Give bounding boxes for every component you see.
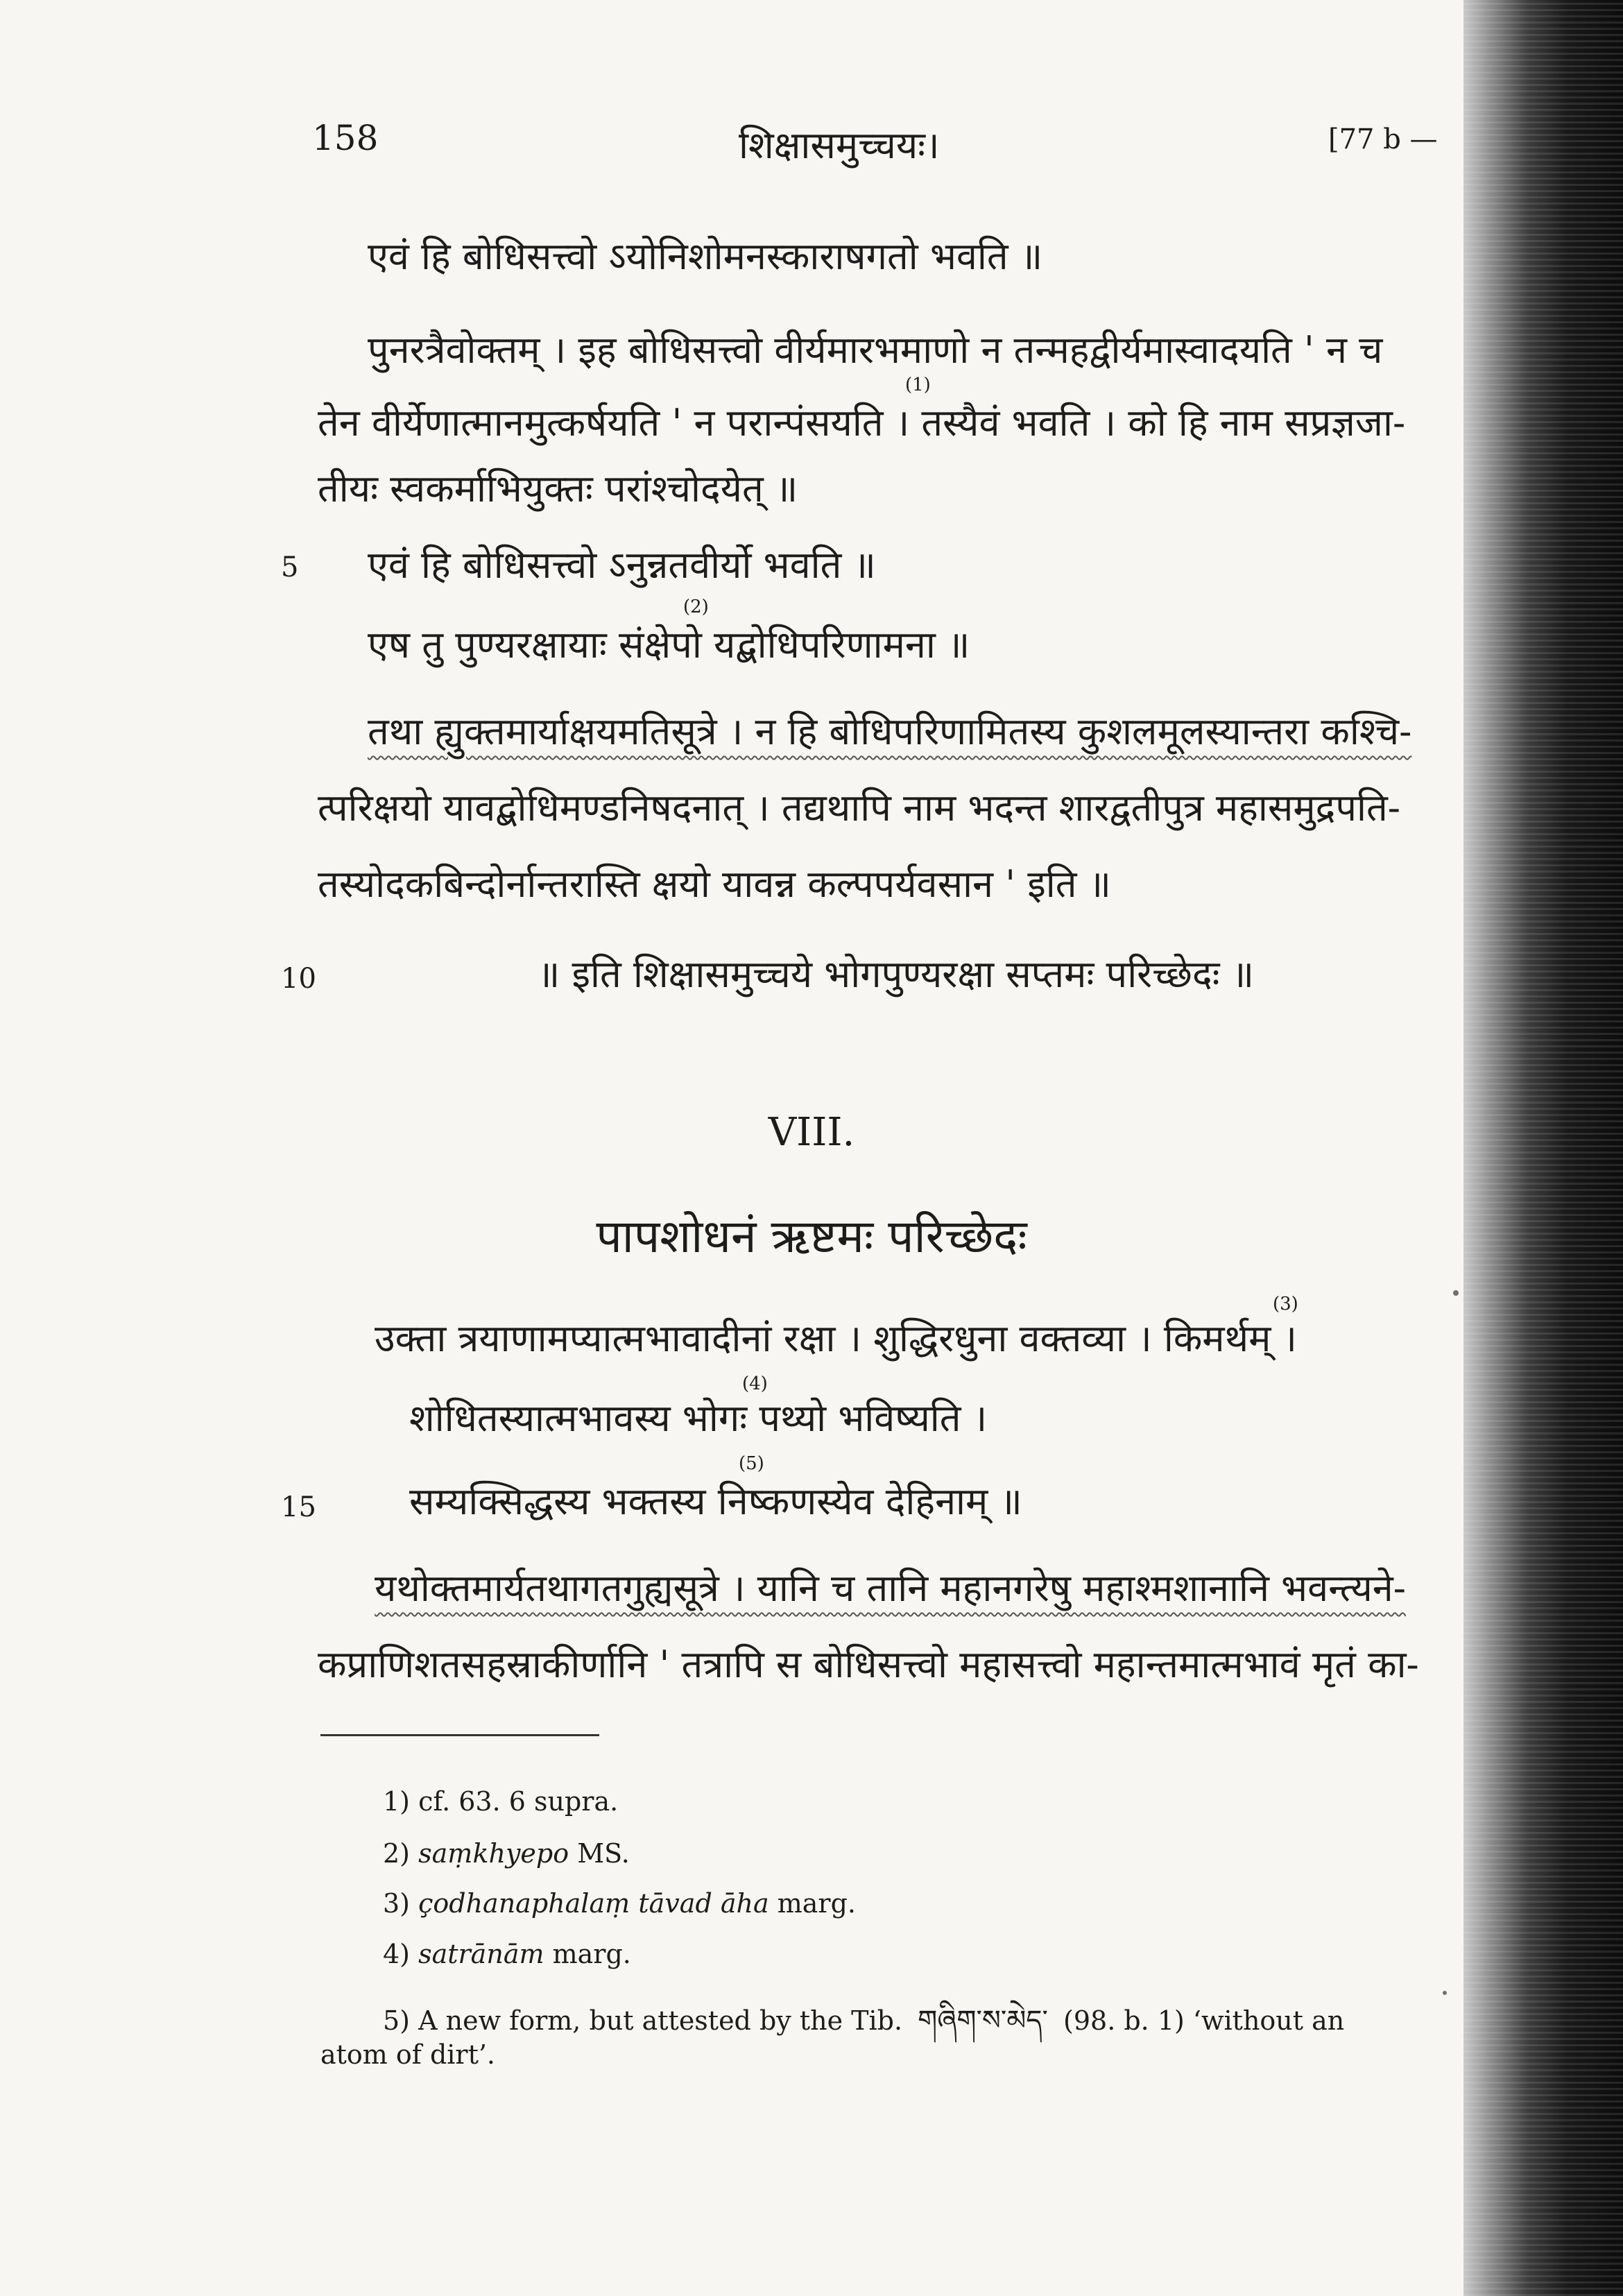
text-line-14-content: यथोक्तमार्यतथागतगुह्यसूत्रे । यानि च तानि महानगरेषु महाश्मशानानि भवन्त्यने- (375, 1566, 1406, 1610)
text-line-2: पुनरत्रैवोक्तम् । इह बोधिसत्त्वो वीर्यमारभमाणो न तन्महद्वीर्यमास्वादयति ' न च (368, 328, 1383, 372)
page-header (0, 118, 1623, 180)
text-line-11: उक्ता त्रयाणामप्यात्मभावादीनां रक्षा । शुद्धिरधुना वक्तव्या । किमर्थम् । (375, 1317, 1298, 1360)
text-line-4: तीयः स्वकर्माभियुक्तः परांश्चोदयेत् ॥ (318, 467, 798, 511)
scan-speck (1453, 1290, 1459, 1296)
footnote-5-tibetan: གཞིག་ས་མེད་ (918, 2005, 1048, 2037)
chapter-title: पापशोधनं ऋष्टमः परिच्छेदः (596, 1210, 1027, 1263)
text-line-7 (368, 708, 1411, 756)
text-line-8: त्परिक्षयो यावद्बोधिमण्डनिषदनात् । तद्यथापि नाम भदन्त शारद्वतीपुत्र महासमुद्रपति- (318, 786, 1401, 830)
footnote-rule (320, 1734, 599, 1736)
scanned-page: 158 शिक्षासमुच्चयः। [77 b — एवं हि बोधिसत्त्वो ऽयोनिशोमनस्काराषगतो भवति ॥ पुनरत्रैवोक्तम् । इह बोधिसत्त्वो वीर्यमारभमाणो न तन्महद्वीर्यमास्वादयति ' न च तेन वीर्येणात्मानमुत्कर्षयति ' न परान्पंसयति । तस्यैवं भवति । को हि नाम सप्रज्ञजा- (1) तीयः स्वकर्माभियुक्तः परांश्चोदयेत् ॥ 5 एवं हि बोधिसत्त्वो ऽनुन्नतवीर्यो भवति ॥ (2) एष तु पुण्यरक्षायाः संक्षेपो यद्बोधिपरिणामना ॥ तथा ह्युक्तमार्याक्षयमतिसूत्रे । न हि बोधिपरिणामितस्य कुशलमूलस्यान्तरा कश्चि- त्परिक्षयो यावद्बोधिमण्डनिषदनात् । तद्यथापि नाम भदन्त शारद्वतीपुत्र महासमुद्रपति- तस्योदकबिन्दोर्नान्तरास्ति क्षयो यावन्न कल्पपर्यवसान ' इति ॥ 10 ॥ इति शिक्षासमुच्चये भोगपुण्यरक्षा सप्तमः परिच्छेदः ॥ VIII. पापशोधनं ऋष्टमः परिच्छेदः (3) उक्ता त्रयाणामप्यात्मभावादीनां रक्षा । शुद्धिरधुना वक्तव्या । किमर्थम् । (4) शोधितस्यात्मभावस्य भोगः पथ्यो भविष्यति । 15 (5) सम्यक्सिद्धस्य भक्तस्य निष्कणस्येव देहिनाम् ॥ यथोक्तमार्यतथागतगुह्यसूत्रे । यानि च तानि महानगरेषु महाश्मशानानि भवन्त्यने- कप्राणिशतसहस्राकीर्णानि ' तत्रापि स बोधिसत्त्वो महासत्त्वो महान्तमात्मभावं मृतं का- 1) cf. 63. 6 supra. 2) saṃkhyepo MS. 3) çodhanaphalaṃ tāvad āha marg. 4) satrānām marg. 5) A new form, but attested by the Tib. གཞིག་ས་མེད་ (98. b. 1) ‘without an atom of dirt’. (0, 0, 1623, 2296)
footnote-2-rest: MS. (569, 1838, 630, 1869)
footnote-3-italic: çodhanaphalaṃ tāvad āha (418, 1888, 769, 1919)
footnote-2-italic: saṃkhyepo (418, 1838, 569, 1869)
text-line-1: एवं हि बोधिसत्त्वो ऽयोनिशोमनस्काराषगतो भवति ॥ (368, 234, 1043, 278)
footnote-4: 4) satrānām marg. (383, 1939, 631, 1969)
footnote-5-part2: (98. b. 1) ‘without an (1063, 2005, 1345, 2036)
page-number: 158 (312, 118, 379, 158)
footnote-4-rest: marg. (544, 1939, 631, 1969)
text-line-7-content: तथा ह्युक्तमार्याक्षयमतिसूत्रे । न हि बोधिपरिणामितस्य कुशलमूलस्यान्तरा कश्चि- (368, 710, 1412, 753)
footnote-1: 1) cf. 63. 6 supra. (383, 1786, 619, 1817)
footnote-3-rest: marg. (768, 1888, 856, 1919)
text-line-9: तस्योदकबिन्दोर्नान्तरास्ति क्षयो यावन्न कल्पपर्यवसान ' इति ॥ (318, 862, 1111, 906)
scan-speck (1443, 1991, 1447, 1995)
footnote-5 (383, 1989, 1344, 2067)
text-line-6: एष तु पुण्यरक्षायाः संक्षेपो यद्बोधिपरिणामना ॥ (368, 623, 970, 667)
footnote-3: 3) çodhanaphalaṃ tāvad āha marg. (383, 1888, 856, 1919)
text-line-5: एवं हि बोधिसत्त्वो ऽनुन्नतवीर्यो भवति ॥ (368, 543, 876, 587)
footnote-5-continued: atom of dirt’. (320, 2039, 496, 2070)
text-line-14 (375, 1564, 1406, 1613)
footnote-2: 2) saṃkhyepo MS. (383, 1838, 630, 1869)
line-number-15: 15 (281, 1491, 316, 1523)
line-number-10: 10 (281, 963, 316, 995)
footnote-5-part1: 5) A new form, but attested by the Tib. (383, 2005, 903, 2036)
line-number-5: 5 (281, 551, 299, 583)
folio-reference: [77 b — (1328, 123, 1438, 155)
chapter-colophon: ॥ इति शिक्षासमुच्चये भोगपुण्यरक्षा सप्तमः परिच्छेदः ॥ (538, 952, 1255, 996)
chapter-number: VIII. (768, 1110, 855, 1155)
text-line-3-content: तेन वीर्येणात्मानमुत्कर्षयति ' न परान्पंसयति । तस्यैवं भवति । को हि नाम सप्रज्ञजा- (318, 401, 1406, 445)
footnote-4-italic: satrānām (418, 1939, 544, 1969)
text-line-15: कप्राणिशतसहस्राकीर्णानि ' तत्रापि स बोधिसत्त्वो महासत्त्वो महान्तमात्मभावं मृतं का- (318, 1643, 1419, 1686)
text-line-12: शोधितस्यात्मभावस्य भोगः पथ्यो भविष्यति । (409, 1396, 988, 1440)
text-line-3 (318, 399, 1405, 447)
text-line-13: सम्यक्सिद्धस्य भक्तस्य निष्कणस्येव देहिनाम् ॥ (409, 1480, 1022, 1523)
running-title: शिक्षासमुच्चयः। (739, 123, 940, 167)
